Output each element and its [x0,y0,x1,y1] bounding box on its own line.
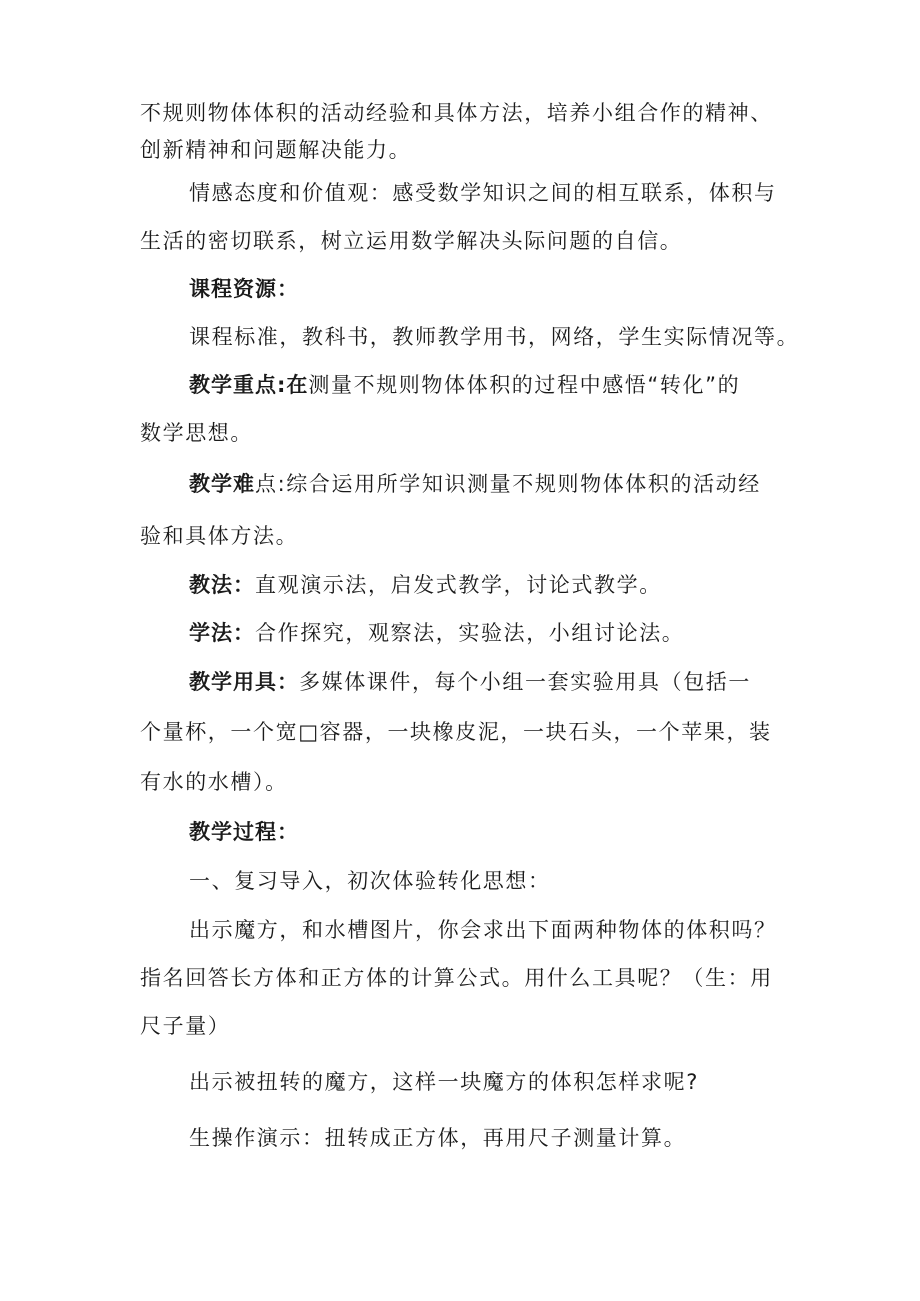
paragraph-line: 验和具体方法。 [140,524,299,548]
section-heading-process: 教学过程： [189,820,299,844]
paragraph-line: 一、复习导入，初次体验转化思想： [189,869,551,893]
learning-method-label: 学法： [189,621,255,645]
paragraph-line: 生活的密切联系，树立运用数学解决头际问题的自信。 [140,229,683,253]
paragraph-line: 出示被扭转的魔方，这样一块魔方的体积怎样求呢? [189,1070,699,1094]
teaching-tools-line [189,667,751,697]
paragraph-line: 创新精神和问题解决能力。 [140,138,412,162]
paragraph-line: 有水的水槽）。 [140,770,288,794]
learning-method-text: 合作探究，观察法，实验法，小组讨论法。 [255,621,685,645]
section-heading-resources: 课程资源： [189,277,299,301]
paragraph-line: 出示魔方，和水槽图片，你会求出下面两种物体的体积吗？ [189,918,777,942]
teaching-method-label: 教法： [189,573,255,597]
teaching-tools-label: 教学用具： [189,670,299,694]
teaching-method-text: 直观演示法，启发式教学，讨论式教学。 [255,573,662,597]
learning-method-line [189,618,684,648]
paragraph-line: 课程标准，教科书，教师教学用书，网络，学生实际情况等。 [189,325,800,349]
paragraph-line: 数学思想。 [140,421,253,445]
paragraph-line: 生操作演示：扭转成正方体，再用尺子测量计算。 [189,1126,687,1150]
paragraph-line: 情感态度和价值观：感受数学知识之间的相互联系，体积与 [189,181,777,205]
key-points-line [189,370,740,400]
key-points-text: 测量不规则物体体积的过程中感悟“转化”的 [308,373,741,397]
teaching-tools-text: 多媒体课件，每个小组一套实验用具（包括一 [299,670,751,694]
difficulty-text: 点:综合运用所学知识测量不规则物体体积的活动经 [255,472,761,496]
teaching-method-line [189,570,662,600]
paragraph-line: 指名回答长方体和正方体的计算公式。用什么工具呢？（生：用 [140,966,773,990]
paragraph-line: 尺子量） [140,1014,231,1038]
key-points-label: 教学重点:在 [189,373,309,397]
difficulty-line [189,469,761,499]
paragraph-line: 不规则物体体积的活动经验和具体方法，培养小组合作的精神、 [140,101,773,125]
difficulty-label: 教学难 [189,472,255,496]
paragraph-line: 个量杯，一个宽□容器，一块橡皮泥，一块石头，一个苹果，装 [140,720,772,744]
